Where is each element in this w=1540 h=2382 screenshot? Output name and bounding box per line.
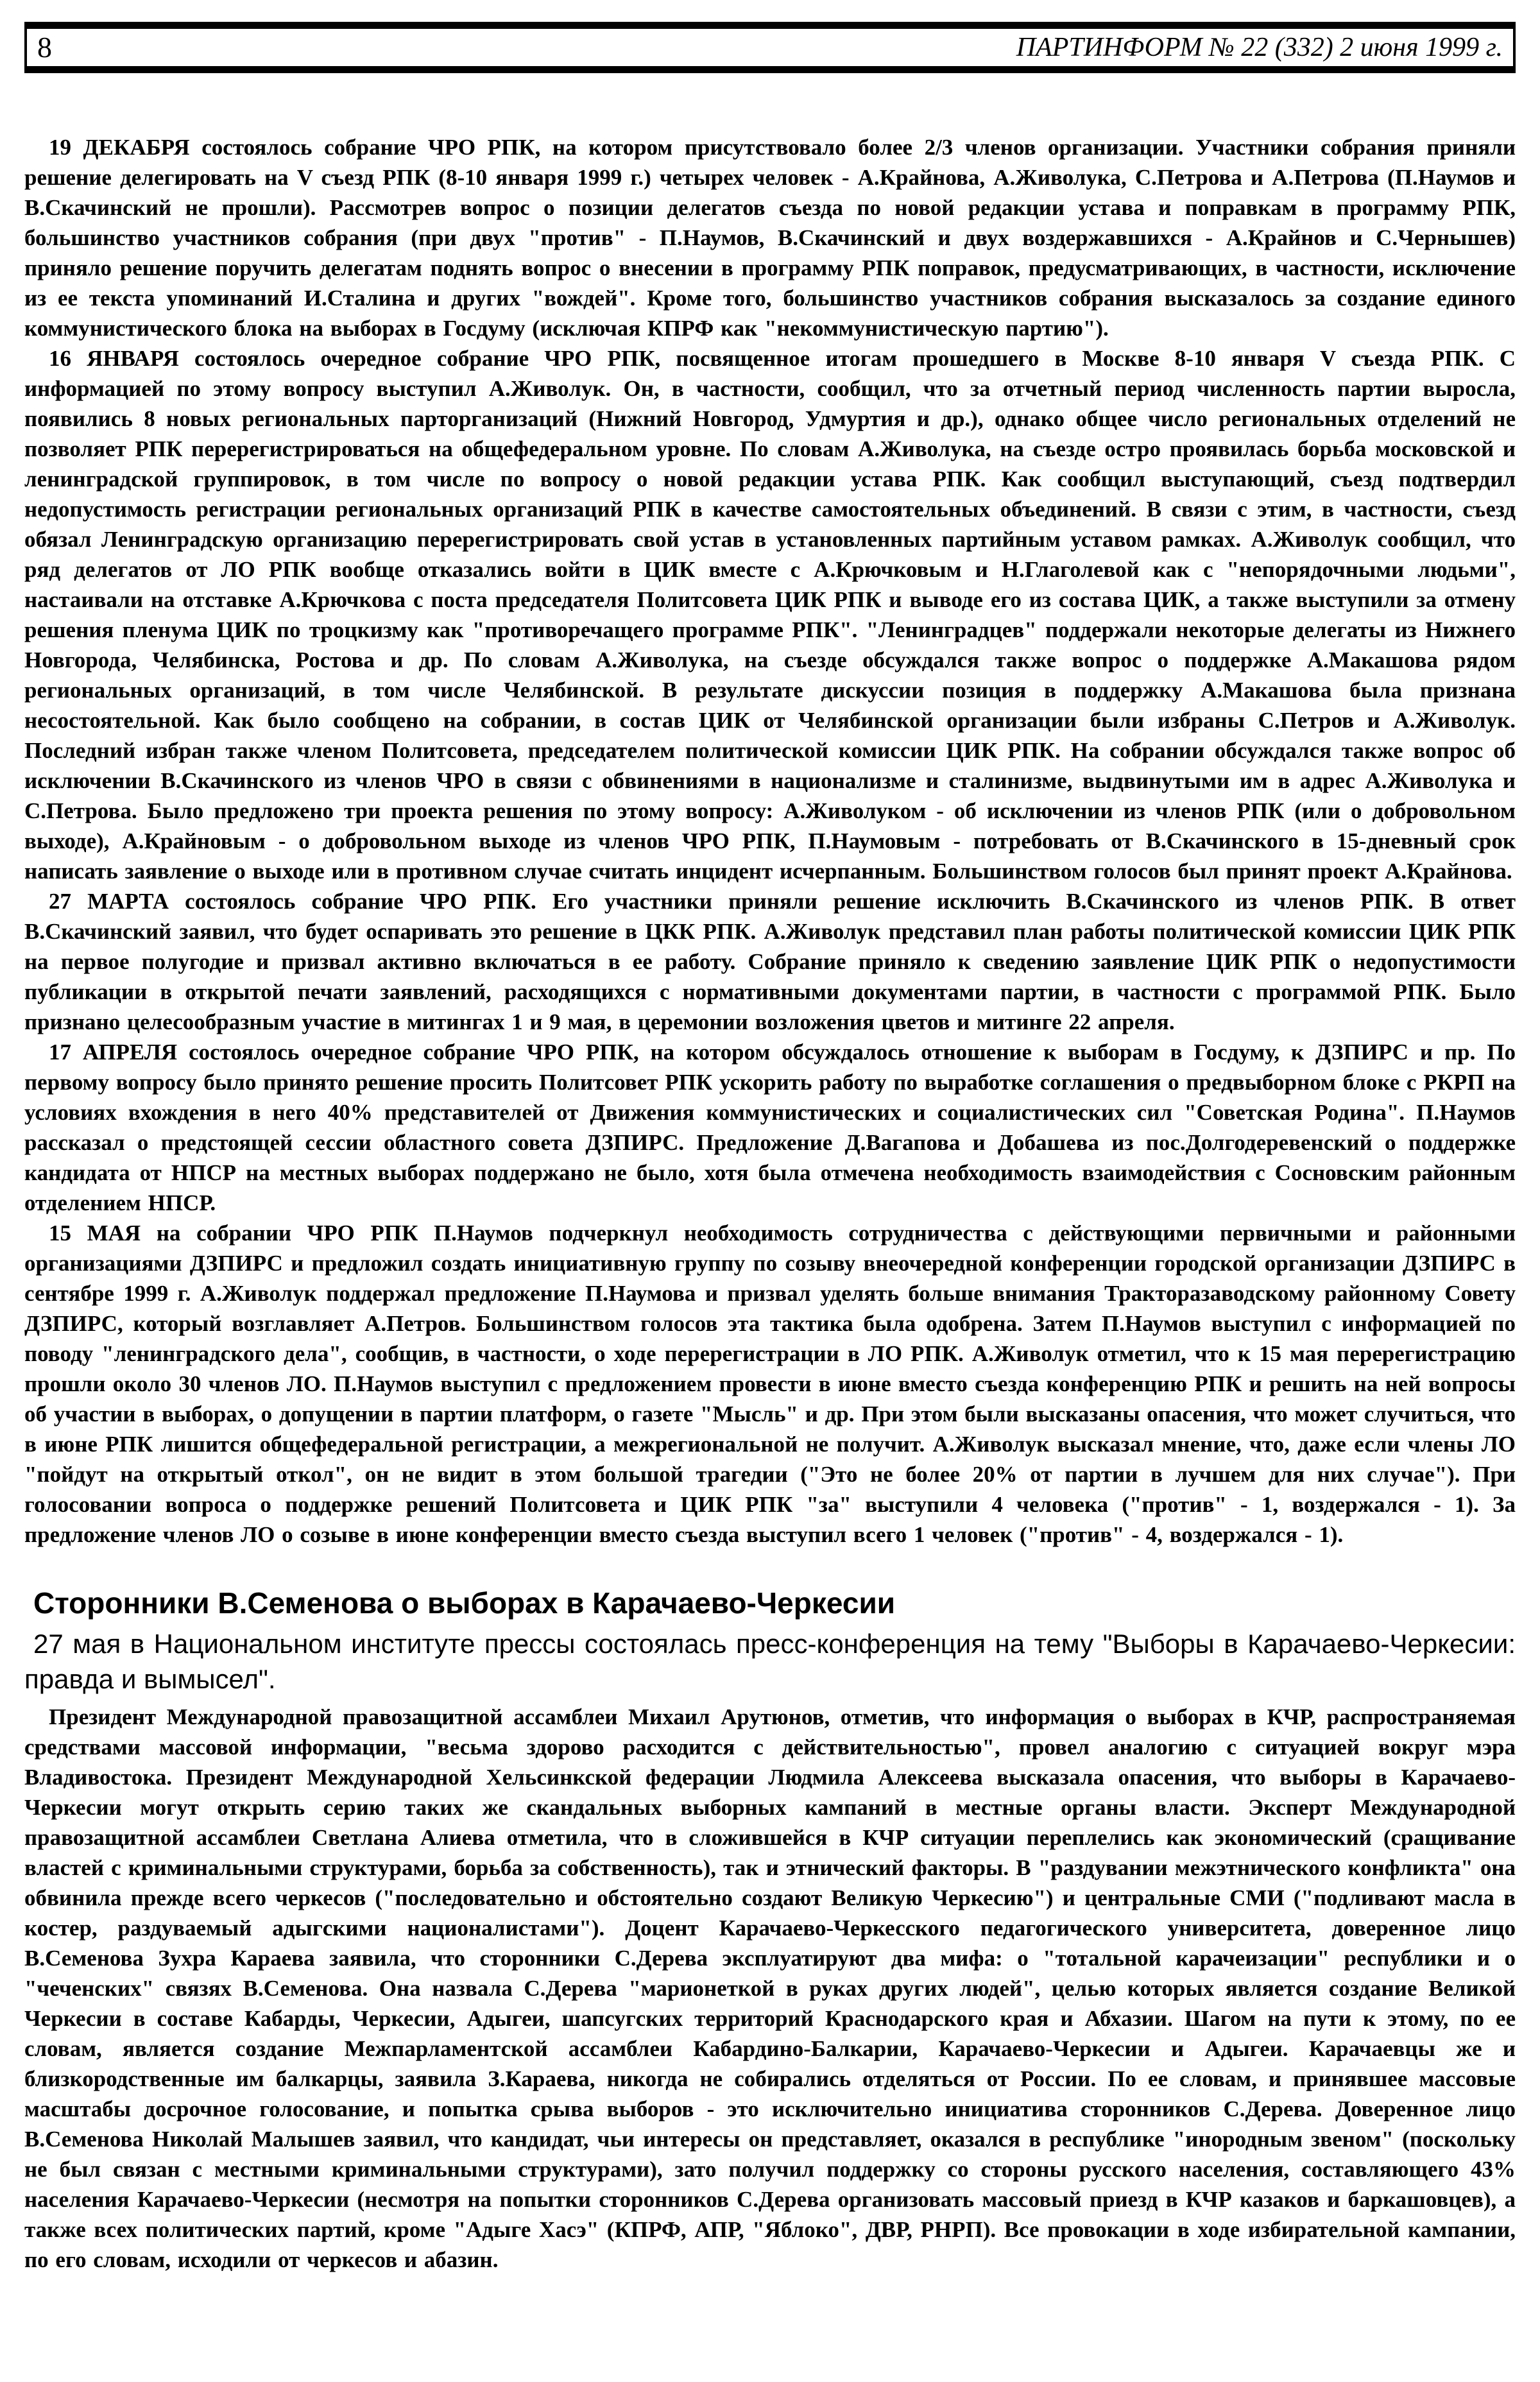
paragraph-text: состоялось собрание ЧРО РПК, на котором присутствовало более 2/3 членов организации. Участники собрания приняли решение делегировать на V съезд РПК (8-10 января 1999 г.) четырех человек - А.Крайнова, А.Живолука, С.Петрова и А.Петрова (П.Наумов и В.Скачинский не прошли). Рассмотрев вопрос о позиции делегатов съезда по новой редакции устава и поправкам в программу РПК, большинство участников собрания (при двух "против" - П.Наумов, В.Скачинский и двух воздержавшихся - А.Крайнов и С.Чернышев) приняло решение поручить делегатам поднять вопрос о внесении в программу РПК поправок, предусматривающих, в частности, исключение из ее текста упоминаний И.Сталина и других "вождей". Кроме того, большинство участников собрания высказалось за создание единого коммунистического блока на выборах в Госдуму (исключая КПРФ как "некоммунистическую партию"). [24, 135, 1516, 341]
paragraph-text: состоялось собрание ЧРО РПК. Его участники приняли решение исключить В.Скачинского из членов РПК. В ответ В.Скачинский заявил, что будет оспаривать это решение в ЦКК РПК. А.Живолук представил план работы политической комиссии ЦИК РПК на первое полугодие и призвал активно включаться в ее работу. Собрание приняло к сведению заявление ЦИК РПК о недопустимости публикации в открытой печати заявлений, расходящихся с нормативными документами партии, в частности с программой РПК. Было признано целесообразным участие в митингах 1 и 9 мая, в церемонии возложения цветов и митинге 22 апреля. [24, 889, 1516, 1034]
paragraph-text: на собрании ЧРО РПК П.Наумов подчеркнул необходимость сотрудничества с действующими первичными и районными организациями ДЗПИРС и предложил создать инициативную группу по созыву внеочередной конференции городской организации ДЗПИРС в сентябре 1999 г. А.Живолук поддержал предложение П.Наумова и призвал уделять больше внимания Тракторазаводскому районному Совету ДЗПИРС, который возглавляет А.Петров. Большинством голосов эта тактика была одобрена. Затем П.Наумов выступил с информацией по поводу "ленинградского дела", сообщив, в частности, о ходе перерегистрации в ЛО РПК. А.Живолук отметил, что к 15 мая перерегистрацию прошли около 30 членов ЛО. П.Наумов выступил с предложением провести в июне вместо съезда конференцию РПК и решить на ней вопросы об участии в выборах, о допущении в партии платформ, о газете "Мысль" и др. При этом были высказаны опасения, что может случиться, что в июне РПК лишится общефедеральной регистрации, а межрегиональной не получит. А.Живолук высказал мнение, что, даже если члены ЛО "пойдут на открытый откол", он не видит в этом большой трагедии ("Это не более 20% от партии в лучшем для них случае"). При голосовании вопроса о поддержке решений Политсовета и ЦИК РПК "за" выступили 4 человека ("против" - 1, воздержался - 1). За предложение членов ЛО о созыве в июне конференции вместо съезда выступил всего 1 человек ("против" - 4, воздержался - 1). [24, 1221, 1516, 1547]
journal-title: ПАРТИНФОРМ № 22 (332) 2 июня 1999 г. [1016, 33, 1503, 62]
chronicle-paragraph-19-december [24, 132, 1516, 343]
date-lead: 19 ДЕКАБРЯ [49, 135, 190, 160]
article-section [24, 1587, 1516, 2275]
article-body: Президент Международной правозащитной ассамблеи Михаил Арутюнов, отметив, что информация о выборах в КЧР, распространяемая средствами массовой информации, "весьма здорово расходится с действительностью", провел аналогию с ситуацией вокруг мэра Владивостока. Президент Международной Хельсинкской федерации Людмила Алексеева высказала опасения, что выборы в Карачаево-Черкесии могут открыть серию таких же скандальных выборных кампаний в местные органы власти. Эксперт Международной правозащитной ассамблеи Светлана Алиева отметила, что в сложившейся в КЧР ситуации переплелись как экономический (сращивание властей с криминальными структурами, борьба за собственность), так и этнический факторы. В "раздувании межэтнического конфликта" она обвинила прежде всего черкесов ("последовательно и обстоятельно создают Великую Черкесию") и центральные СМИ ("подливают масла в костер, раздуваемый адыгскими националистами"). Доцент Карачаево-Черкесского педагогического университета, доверенное лицо В.Семенова Зухра Караева заявила, что сторонники С.Дерева эксплуатируют два мифа: о "тотальной карачеизации" республики и о "чеченских" связях В.Семенова. Она назвала С.Дерева "марионеткой в руках других людей", целью которых является создание Великой Черкесии в составе Кабарды, Черкесии, Адыгеи, шапсугских территорий Краснодарского края и Абхазии. Шагом на пути к этому, по ее словам, является создание Межпарламентской ассамблеи Кабардино-Балкарии, Карачаево-Черкесии и Адыгеи. Карачаевцы же и близкородственные им балкарцы, заявила З.Караева, никогда не собирались отделяться от России. По ее словам, и принявшее массовые масштабы досрочное голосование, и попытка срыва выборов - это исключительно инициатива сторонников С.Дерева. Доверенное лицо В.Семенова Николай Малышев заявил, что кандидат, чьи интересы он представляет, оказался в республике "инородным звеном" (поскольку не был связан с местными криминальными структурами), зато получил поддержку со стороны русского населения, составляющего 43% населения Карачаево-Черкесии (несмотря на попытки сторонников С.Дерева организовать массовый приезд в КЧР казаков и баркашовцев), а также всех политических партий, кроме "Адыге Хасэ" (КПРФ, АПР, "Яблоко", ДВР, РНРП). Все провокации в ходе избирательной кампании, по его словам, исходили от черкесов и абазин. [24, 1704, 1516, 2272]
chronicle-paragraph-15-may [24, 1218, 1516, 1550]
date-lead: 15 МАЯ [49, 1221, 141, 1246]
chronicle-paragraph-27-march [24, 886, 1516, 1037]
page-header [24, 22, 1516, 73]
paragraph-text: состоялось очередное собрание ЧРО РПК, посвященное итогам прошедшего в Москве 8-10 января V съезда РПК. С информацией по этому вопросу выступил А.Живолук. Он, в частности, сообщил, что за отчетный период численность партии выросла, появились 8 новых региональных парторганизаций (Нижний Новгород, Удмуртия и др.), однако общее число региональных отделений не позволяет РПК перерегистрироваться на общефедеральном уровне. По словам А.Живолука, на съезде остро проявилась борьба московской и ленинградской группировок, в том числе по вопросу о новой редакции устава РПК. Как сообщил выступающий, съезд подтвердил недопустимость регистрации региональных организаций РПК в качестве самостоятельных объединений. В связи с этим, в частности, съезд обязал Ленинградскую организацию перерегистрировать свой устав в установленных партийным уставом рамках. А.Живолук сообщил, что ряд делегатов от ЛО РПК вообще отказались войти в ЦИК вместе с А.Крючковым и Н.Глаголевой как с "непорядочными людьми", настаивали на отставке А.Крючкова с поста председателя Политсовета ЦИК РПК и выводе его из состава ЦИК, а также выступили за отмену решения пленума ЦИК по троцкизму как "противоречащего программе РПК". "Ленинградцев" поддержали некоторые делегаты из Нижнего Новгорода, Челябинска, Ростова и др. По словам А.Живолука, на съезде обсуждался также вопрос о поддержке А.Макашова рядом региональных организаций, в том числе Челябинской. В результате дискуссии позиция в поддержку А.Макашова была признана несостоятельной. Как было сообщено на собрании, в состав ЦИК от Челябинской организации были избраны С.Петров и А.Живолук. Последний избран также членом Политсовета, председателем политической комиссии ЦИК РПК. На собрании обсуждался также вопрос об исключении В.Скачинского из членов ЧРО в связи с обвинениями в национализме и сталинизме, выдвинутыми им в адрес А.Живолука и С.Петрова. Было предложено три проекта решения по этому вопросу: А.Живолуком - об исключении из членов РПК (или о добровольном выходе), А.Крайновым - о добровольном выходе из членов ЧРО РПК, П.Наумовым - потребовать от В.Скачинского в 15-дневный срок написать заявление о выходе или в противном случае считать инцидент исчерпанным. Большинством голосов был принят проект А.Крайнова. [24, 346, 1516, 884]
chronicle-paragraph-16-january [24, 343, 1516, 886]
page-number: 8 [37, 31, 52, 64]
chronicle-paragraph-17-april [24, 1037, 1516, 1218]
date-lead: 17 АПРЕЛЯ [49, 1040, 178, 1065]
date-lead: 16 ЯНВАРЯ [49, 346, 179, 371]
date-lead: 27 МАРТА [49, 889, 169, 914]
article-title: Сторонники В.Семенова о выборах в Карачаево-Черкесии [33, 1586, 896, 1620]
paragraph-text: состоялось очередное собрание ЧРО РПК, на котором обсуждалось отношение к выборам в Госдуму, к ДЗПИРС и пр. По первому вопросу было принято решение просить Политсовет РПК ускорить работу по выработке соглашения о предвыборном блоке с РКРП на условиях вхождения в него 40% представителей от Движения коммунистических и социалистических сил "Советская Родина". П.Наумов рассказал о предстоящей сессии областного совета ДЗПИРС. Предложение Д.Вагапова и Добашева из пос.Долгодеревенский о поддержке кандидата от НПСР на местных выборах поддержано не было, хотя была отмечена необходимость взаимодействия с Сосновским районным отделением НПСР. [24, 1040, 1516, 1215]
chronicle-section [24, 132, 1516, 1550]
article-intro: 27 мая в Национальном институте прессы состоялась пресс-конференция на тему "Выборы в Карачаево-Черкесии: правда и вымысел". [24, 1628, 1516, 1694]
